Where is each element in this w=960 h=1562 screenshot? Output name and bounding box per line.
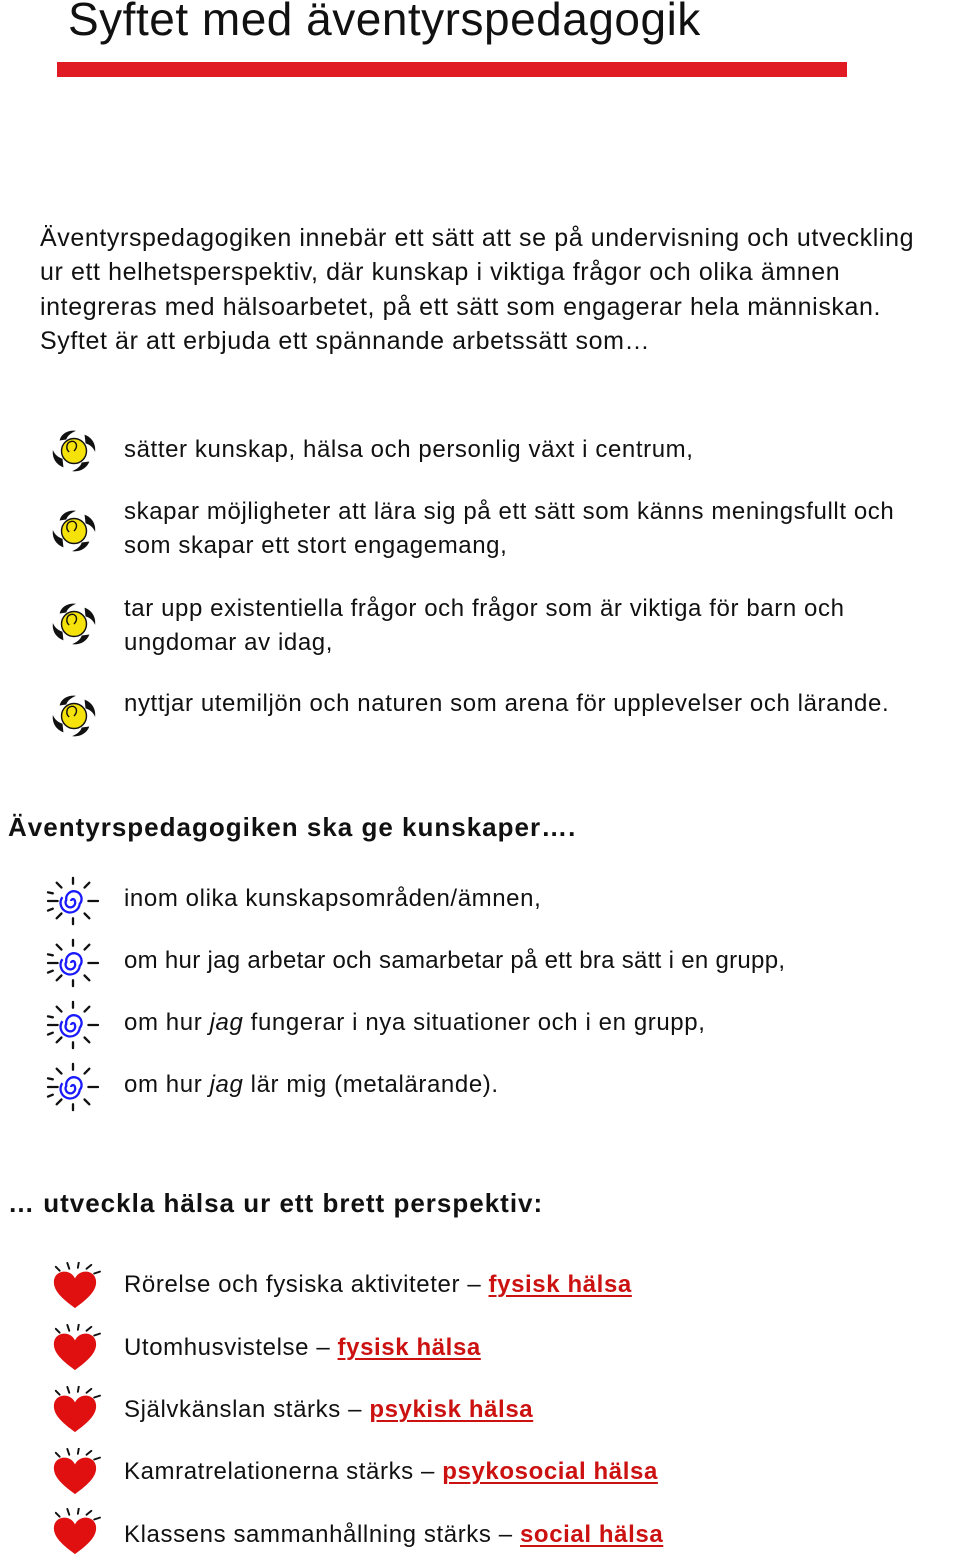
knowledge-heading: Äventyrspedagogiken ska ge kunskaper…. (8, 812, 577, 842)
sun-swirl-icon (50, 427, 98, 475)
knowledge-text: om hur jag arbetar och samarbetar på ett bra sätt i en grupp, (124, 947, 786, 974)
health-type: psykosocial hälsa (442, 1458, 658, 1485)
spiral-sun-icon (44, 938, 102, 988)
health-type: fysisk hälsa (488, 1271, 632, 1298)
health-text: Klassens sammanhållning stärks – social hälsa (124, 1521, 664, 1548)
purpose-text: skapar möjligheter att lära sig på ett sätt som känns meningsfullt och som skapar ett stort engagemang, (124, 498, 895, 559)
page-title: Syftet med äventyrspedagogik (68, 0, 701, 45)
sun-swirl-icon (50, 600, 98, 648)
knowledge-text: om hur jag lär mig (metalärande). (124, 1071, 499, 1098)
health-type: social hälsa (519, 1521, 664, 1548)
knowledge-text: om hur jag fungerar i nya situationer och i en grupp, (124, 1009, 706, 1036)
health-text: Utomhusvistelse – fysisk hälsa (124, 1334, 481, 1361)
sun-swirl-icon (50, 692, 98, 740)
heart-icon (46, 1324, 104, 1372)
purpose-text: tar upp existentiella frågor och frågor som är viktiga för barn och ungdomar av idag, (124, 595, 845, 656)
health-text: Självkänslan stärks – psykisk hälsa (124, 1396, 534, 1423)
purpose-text: nyttjar utemiljön och naturen som arena för upplevelser och lärande. (124, 690, 890, 717)
knowledge-text: inom olika kunskapsområden/ämnen, (124, 885, 542, 912)
heart-icon (46, 1508, 104, 1556)
title-underline-bar (57, 62, 847, 77)
health-type: fysisk hälsa (337, 1334, 481, 1361)
heart-icon (46, 1262, 104, 1310)
spiral-sun-icon (44, 1000, 102, 1050)
purpose-text: sätter kunskap, hälsa och personlig växt i centrum, (124, 436, 694, 463)
spiral-sun-icon (44, 1062, 102, 1112)
health-heading: … utveckla hälsa ur ett brett perspektiv: (8, 1188, 544, 1218)
intro-paragraph: Äventyrspedagogiken innebär ett sätt att se på undervisning och utveckling ur ett helhetsperspektiv, där kunskap i viktiga frågor och olika ämnen integreras med hälsoarbetet, på ett sätt som engagerar hela människan. Syftet är att erbjuda ett spännande arbetssätt som… (40, 224, 915, 355)
heart-icon (46, 1386, 104, 1434)
health-type: psykisk hälsa (369, 1396, 534, 1423)
sun-swirl-icon (50, 507, 98, 555)
health-text: Kamratrelationerna stärks – psykosocial hälsa (124, 1458, 658, 1485)
spiral-sun-icon (44, 876, 102, 926)
heart-icon (46, 1448, 104, 1496)
health-text: Rörelse och fysiska aktiviteter – fysisk hälsa (124, 1271, 632, 1298)
